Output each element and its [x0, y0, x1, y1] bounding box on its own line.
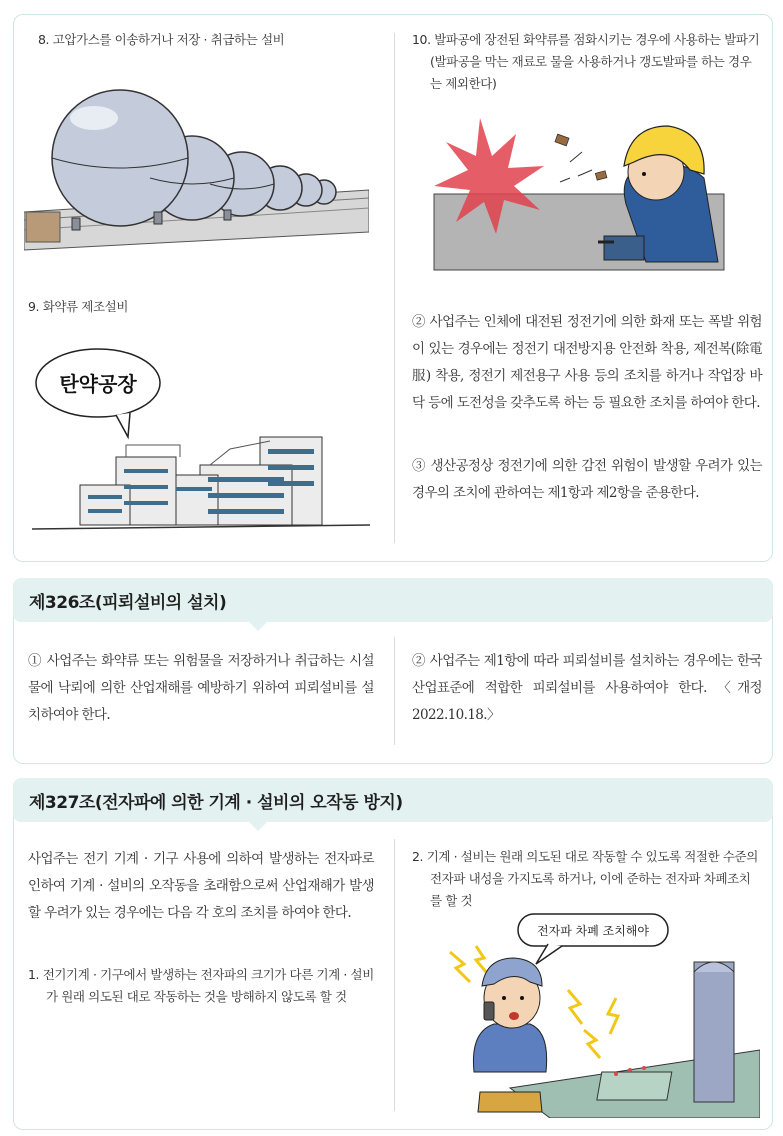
gas-storage-tanks-illustration: [24, 72, 369, 252]
article-327-item-1: 1. 전기기계 · 기구에서 발생하는 전자파의 크기가 다른 기계 · 설비가 원래 의도된 대로 작동하는 것을 방해하지 않도록 할 것: [28, 967, 374, 1004]
item-9-text: 9. 화약류 제조설비: [28, 299, 128, 314]
item-8-text: 8. 고압가스를 이송하거나 저장 · 취급하는 설비: [38, 32, 285, 47]
article-326-header: [13, 578, 773, 622]
header-notch: [249, 622, 267, 631]
emi-shielding-worker-illustration: [430, 912, 760, 1118]
article-327-item-2: 2. 기계 · 설비는 원래 의도된 대로 작동할 수 있도록 적절한 수준의 전자파 내성을 가지도록 하거나, 이에 준하는 전자파 차폐조치를 할 것: [412, 849, 758, 908]
article-326-title: 제326조(피뢰설비의 설치): [29, 593, 227, 613]
article-326-para-2: ② 사업주는 제1항에 따라 피뢰설비를 설치하는 경우에는 한국산업표준에 적합한 피뢰설비를 사용하여야 한다. 〈개정 2022.10.18.〉: [412, 653, 762, 723]
article-327-title: 제327조(전자파에 의한 기계 · 설비의 오작동 방지): [29, 793, 403, 813]
emi-speech-bubble-text: 전자파 차폐 조치해야: [537, 924, 649, 938]
column-divider: [394, 33, 395, 543]
item-10-text: 10. 발파공에 장전된 화약류를 점화시키는 경우에 사용하는 발파기(발파공을 막는 재료로 물을 사용하거나 갱도발파를 하는 경우는 제외한다): [412, 32, 760, 91]
column-divider: [394, 637, 395, 745]
article-326-para-1: ① 사업주는 화약류 또는 위험물을 저장하거나 취급하는 시설물에 낙뢰에 의한 산업재해를 예방하기 위하여 피뢰설비를 설치하여야 한다.: [28, 653, 374, 723]
column-divider: [394, 839, 395, 1111]
article-327-intro: 사업주는 전기 기계 · 기구 사용에 의하여 발생하는 전자파로 인하여 기계 · 설비의 오작동을 초래함으로써 산업재해가 발생할 우려가 있는 경우에는 다음 각 호의 조치를 하여야 한다.: [28, 851, 374, 921]
article-325-para-3: ③ 생산공정상 정전기에 의한 감전 위험이 발생할 우려가 있는 경우의 조치에 관하여는 제1항과 제2항을 준용한다.: [412, 458, 762, 501]
factory-speech-bubble-text: 탄약공장: [59, 372, 137, 396]
article-325-para-2: ② 사업주는 인체에 대전된 정전기에 의한 화재 또는 폭발 위험이 있는 경우에는 정전기 대전방지용 안전화 착용, 제전복(除電服) 착용, 정전기 제전용구 사용 등의 조치를 하거나 작업장 바닥 등에 도전성을 갖추도록 하는 등 필요한 조치를 하여야 한다.: [412, 314, 762, 411]
ammunition-factory-illustration: [30, 345, 375, 533]
header-notch: [249, 822, 267, 831]
article-327-header: [13, 778, 773, 822]
blasting-worker-illustration: [420, 112, 758, 276]
